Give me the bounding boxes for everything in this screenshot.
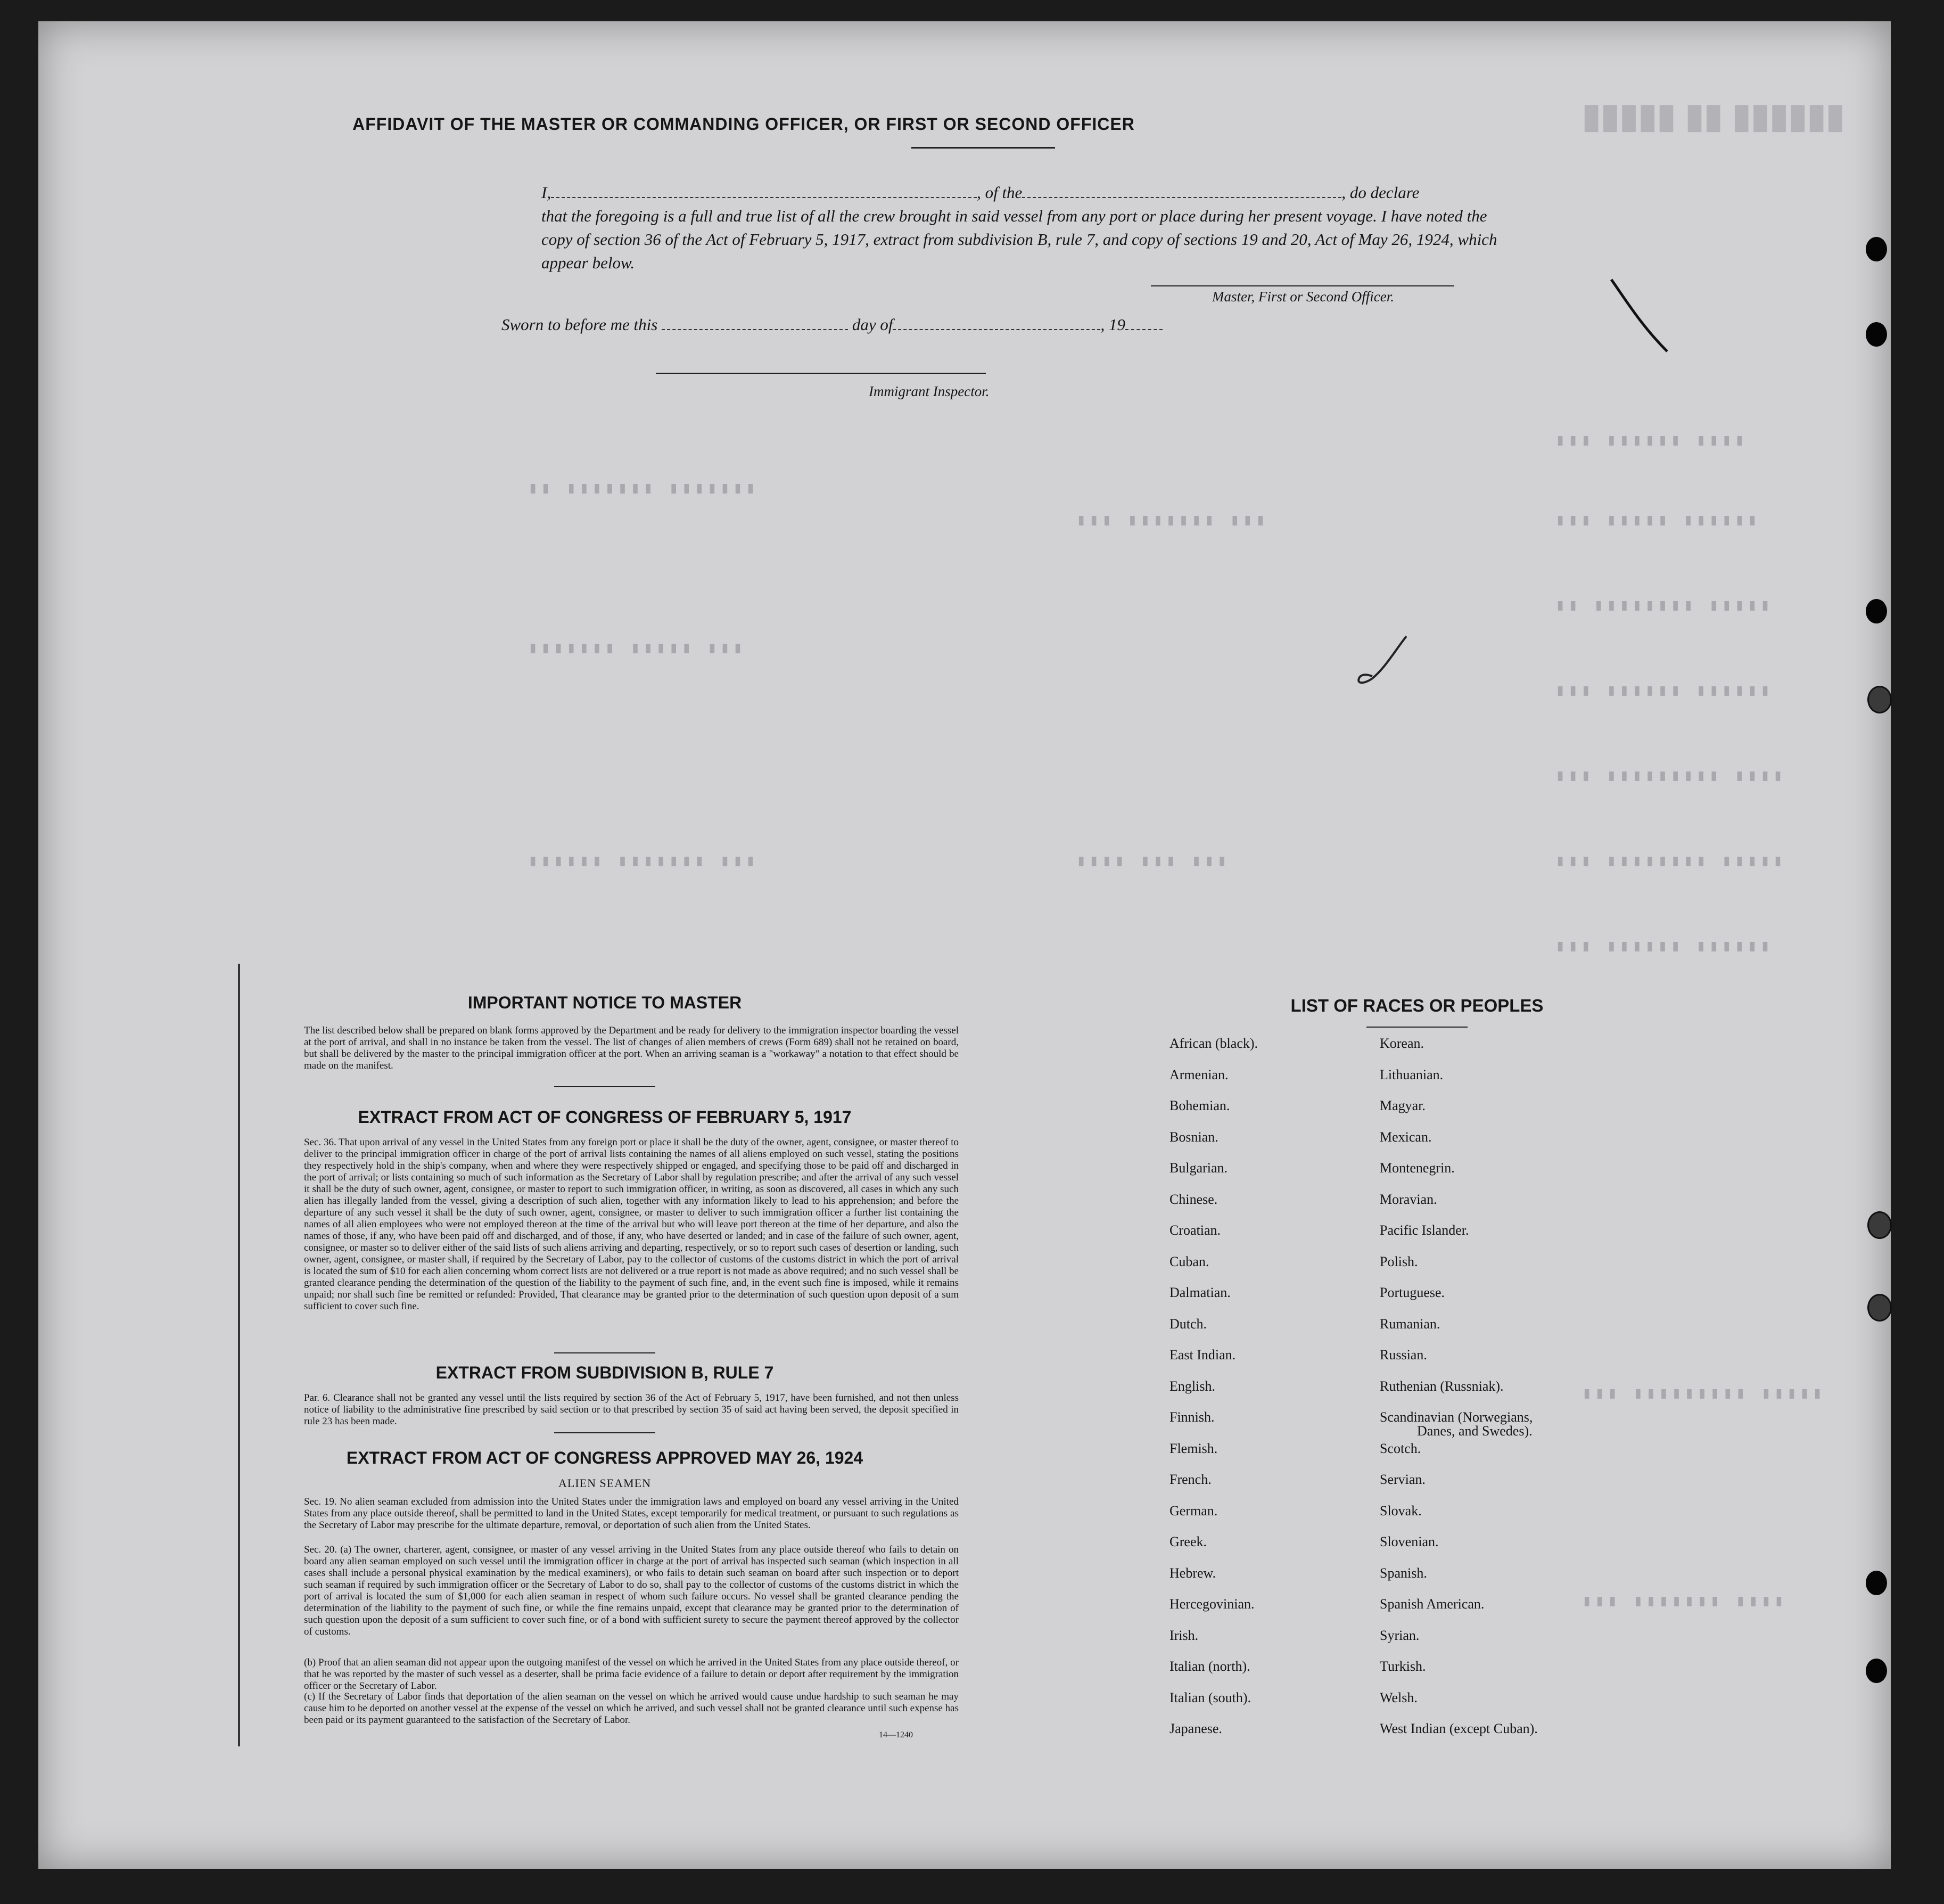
race-item: Servian. <box>1380 1472 1426 1487</box>
race-item: English. <box>1169 1378 1215 1394</box>
extract-rule7-text: Par. 6. Clearance shall not be granted any vessel until the lists required by section 36 of the Act of February 5, 1917, have been furnished, and not then unless notice of liability to the administrative fine prescribed by said section or to that prescribed by section 35 of said act having been served, the deposit specified in rule 23 has been made. <box>304 1392 959 1427</box>
race-item: Italian (south). <box>1169 1689 1251 1705</box>
race-item: Hebrew. <box>1169 1565 1216 1581</box>
race-item: African (black). <box>1169 1036 1258 1051</box>
punch-hole <box>1867 1211 1892 1239</box>
divider <box>554 1352 655 1353</box>
race-item: Syrian. <box>1380 1627 1420 1643</box>
race-item: Dutch. <box>1169 1316 1207 1332</box>
bleed-through-row: ▮▮▮ ▮▮▮▮▮▮▮▮ ▮▮▮▮▮ <box>1555 852 1786 870</box>
race-item: Spanish. <box>1380 1565 1427 1581</box>
notice-title: IMPORTANT NOTICE TO MASTER <box>467 993 742 1012</box>
bleed-through-title: ▮▮▮▮▮ ▮▮ ▮▮▮▮▮▮ <box>1582 102 1845 141</box>
affidavit-title: AFFIDAVIT OF THE MASTER OR COMMANDING OFFICER, OR FIRST OR SECOND OFFICER <box>352 114 1135 134</box>
race-item: Scandinavian (Norwegians, <box>1380 1409 1533 1425</box>
bleed-through-row: ▮▮▮ ▮▮▮▮▮▮▮▮▮ ▮▮▮▮ <box>1555 767 1786 785</box>
pen-stroke-mark <box>1609 277 1673 357</box>
race-item: Irish. <box>1169 1627 1199 1643</box>
race-item: Turkish. <box>1380 1659 1426 1674</box>
inspector-signature-label: Immigrant Inspector. <box>869 383 990 399</box>
form-code: 14—1240 <box>879 1730 913 1739</box>
race-item: Ruthenian (Russniak). <box>1380 1378 1504 1394</box>
punch-hole <box>1866 322 1887 347</box>
race-item: Danes, and Swedes). <box>1417 1423 1533 1439</box>
race-item: Finnish. <box>1169 1409 1215 1425</box>
extract-rule7-title: EXTRACT FROM SUBDIVISION B, RULE 7 <box>435 1363 774 1382</box>
extract-1924-title: EXTRACT FROM ACT OF CONGRESS APPROVED MAY 26, 1924 <box>346 1448 863 1467</box>
sworn-day-blank <box>662 315 848 330</box>
punch-hole <box>1866 1659 1887 1683</box>
race-item: East Indian. <box>1169 1347 1236 1363</box>
race-item: Slovenian. <box>1380 1534 1439 1549</box>
race-item: Greek. <box>1169 1534 1207 1549</box>
punch-hole <box>1866 1571 1887 1595</box>
race-item: Cuban. <box>1169 1253 1209 1269</box>
bleed-through-row: ▮▮ ▮▮▮▮▮▮▮ ▮▮▮▮▮▮▮ <box>528 479 759 497</box>
race-item: Magyar. <box>1380 1098 1426 1113</box>
race-item: Scotch. <box>1380 1440 1421 1456</box>
punch-hole <box>1867 686 1892 713</box>
race-item: Croatian. <box>1169 1222 1221 1238</box>
bleed-through-row: ▮▮▮ ▮▮▮▮▮▮ ▮▮▮▮▮▮ <box>1555 937 1773 955</box>
races-title-underline <box>1366 1027 1468 1028</box>
master-signature-line <box>1151 285 1454 286</box>
notice-text: The list described below shall be prepared on blank forms approved by the Department and be ready for delivery to the immigration inspector boarding the vessel at the port of arrival, and shall in no instance be taken from the vessel. The list of changes of alien members of crews (Form 689) shall not be retained on board, but shall be delivered by the master to the principal immigration officer at the port. When an arriving seaman is a "workaway" a notation to that effect should be made on the manifest. <box>304 1025 959 1071</box>
race-item: French. <box>1169 1472 1212 1487</box>
handwritten-mark <box>1348 628 1422 692</box>
race-item: Armenian. <box>1169 1066 1229 1082</box>
race-item: Spanish American. <box>1380 1596 1485 1612</box>
document-page <box>38 21 1891 1869</box>
race-item: Bulgarian. <box>1169 1160 1228 1176</box>
race-item: Polish. <box>1380 1253 1418 1269</box>
bleed-through-row: ▮▮▮▮ ▮▮▮ ▮▮▮ <box>1076 852 1230 870</box>
race-item: Chinese. <box>1169 1191 1218 1207</box>
sworn-line: Sworn to before me this day of , 19 <box>501 313 1481 337</box>
affidavit-statement <box>541 181 1521 275</box>
race-item: Moravian. <box>1380 1191 1437 1207</box>
bleed-through-row: ▮▮▮ ▮▮▮▮▮▮▮ ▮▮▮▮ <box>1582 1592 1787 1610</box>
race-item: Bohemian. <box>1169 1098 1230 1113</box>
inspector-signature-line <box>656 373 986 374</box>
bleed-through-row: ▮▮▮ ▮▮▮▮▮ ▮▮▮▮▮▮ <box>1555 511 1760 529</box>
race-item: German. <box>1169 1503 1218 1519</box>
race-item: Slovak. <box>1380 1503 1422 1519</box>
race-item: Pacific Islander. <box>1380 1222 1469 1238</box>
bleed-through-row: ▮▮▮ ▮▮▮▮▮▮ ▮▮▮▮ <box>1555 431 1748 449</box>
race-item: Korean. <box>1380 1036 1424 1051</box>
sworn-year-blank <box>1125 315 1163 330</box>
sec20c-text: (c) If the Secretary of Labor finds that deportation of the alien seaman on the vessel on which he arrived would cause undue hardship to such seaman he may cause him to be deported on another vessel at the expense of the vessel on which he arrived, and such vessel shall not be granted clearance until such expense has been paid or its payment guaranteed to the satisfaction of the Secretary of Labor. <box>304 1691 959 1726</box>
race-item: Flemish. <box>1169 1440 1218 1456</box>
bleed-through-row: ▮▮▮▮▮▮▮ ▮▮▮▮▮ ▮▮▮ <box>528 639 746 657</box>
extract-1917-title: EXTRACT FROM ACT OF CONGRESS OF FEBRUARY 5, 1917 <box>358 1107 852 1127</box>
bleed-through-row: ▮▮▮ ▮▮▮▮▮▮ ▮▮▮▮▮▮ <box>1555 682 1773 700</box>
divider <box>554 1086 655 1087</box>
sec20b-text: (b) Proof that an alien seaman did not appear upon the outgoing manifest of the vessel on which he arrived in the United States from any place outside thereof, or that he was reported by the master of such vessel as a deserter, shall be prima facie evidence of a failure to detain or deport after requirement by the immigration officer or the Secretary of Labor. <box>304 1657 959 1692</box>
name-blank <box>551 183 977 198</box>
race-item: Welsh. <box>1380 1689 1418 1705</box>
affidavit-body: that the foregoing is a full and true list of all the crew brought in said vessel from any port or place during her present voyage. I have noted the copy of section 36 of the Act of February 5, 1917, extract from subdivision B, rule 7, and copy of sections 19 and 20, Act of May 26, 1924, which appear below. <box>541 207 1497 272</box>
race-item: Montenegrin. <box>1380 1160 1455 1176</box>
race-item: Dalmatian. <box>1169 1285 1231 1300</box>
bleed-through-row: ▮▮ ▮▮▮▮▮▮▮▮ ▮▮▮▮▮ <box>1555 596 1773 614</box>
punch-hole <box>1866 237 1887 261</box>
race-item: Mexican. <box>1380 1129 1432 1145</box>
bleed-through-row: ▮▮▮ ▮▮▮▮▮▮▮ ▮▮▮ <box>1076 511 1268 529</box>
sec19-text: Sec. 19. No alien seaman excluded from admission into the United States under the immigration laws and employed on board any vessel arriving in the United States from any place outside thereof, shall be permitted to land in the United States, except temporarily for medical treatment, or pursuant to such regulations as the Secretary of Labor may prescribe for the ultimate departure, removal, or deportation of such alien from the United States. <box>304 1496 959 1531</box>
sec20a-text: Sec. 20. (a) The owner, charterer, agent, consignee, or master of any vessel arriving in the United States from any place outside thereof who fails to detain on board any alien seaman employed on such vessel until the immigration officer in charge at the port of arrival has inspected such seaman (which inspection in all cases shall include a personal physical examination by the medical examiners), or who fails to detain such seaman on board after such inspection or to deport such seaman if required by such immigration officer or the Secretary of Labor to do so, shall pay to the collector of customs of the customs district in which the port of arrival is located the sum of $1,000 for each alien seaman in respect of whom such failure occurs. No vessel shall be granted clearance pending the determination of the liability to the payment of such fine, or while the fine remains unpaid, except that clearance may be granted prior to the determination of such question upon the deposit of a sum sufficient to cover such fine, or of a bond with sufficient surety to secure the payment thereof approved by the collector of customs. <box>304 1544 959 1637</box>
race-item: Italian (north). <box>1169 1659 1250 1674</box>
extract-1917-text: Sec. 36. That upon arrival of any vessel in the United States from any foreign port or place it shall be the duty of the owner, agent, consignee, or master thereof to deliver to the principal immigration officer in charge of the port of arrival lists containing the names of all aliens employed on such vessel, stating the positions they respectively hold in the ship's company, when and where they were respectively shipped or engaged, and specifying those to be paid off and discharged in the port of arrival; or lists containing so much of such information as the Secretary of Labor shall by regulation prescribe; and after the arrival of any such vessel it shall be the duty of such owner, agent, consignee, or master to report to such immigration officer, in writing, as soon as discovered, all cases in which any such alien has illegally landed from the vessel, giving a description of such alien, together with any information likely to lead to his apprehension; and before the departure of any such vessel it shall be the duty of such owner, agent, consignee, or master to deliver to such immigration officer a further list containing the names of all alien employees who were not employed thereon at the time of the arrival but who will leave port thereon at the time of her departure, and also the names of those, if any, who have been paid off and discharged, and of those, if any, who have deserted or landed; and in case of the failure of such owner, agent, consignee, or master so to deliver either of the said lists of such aliens arriving and departing, respectively, or so to report such cases of desertion or landing, such owner, agent, consignee, or master shall, if required by the Secretary of Labor, pay to the collector of customs of the customs district in which the port of arrival is located the sum of $10 for each alien concerning whom correct lists are not delivered or a true report is not made as above required; and no such vessel shall be granted clearance pending the determination of the question of the liability to the payment of such fine, and, in the event such fine is imposed, while it remains unpaid; nor shall such fine be remitted or refunded: Provided, That clearance may be granted prior to the determination of such question upon deposit of a sum sufficient to cover such fine. <box>304 1137 959 1312</box>
race-item: Japanese. <box>1169 1721 1222 1736</box>
vessel-blank <box>1022 183 1341 198</box>
declaration-line: I, , of the , do declare <box>541 183 1420 202</box>
race-item: Bosnian. <box>1169 1129 1218 1145</box>
punch-hole <box>1866 599 1887 623</box>
alien-seamen-subtitle: ALIEN SEAMEN <box>558 1476 651 1490</box>
title-underline <box>911 147 1055 149</box>
race-item: Lithuanian. <box>1380 1066 1444 1082</box>
race-item: Portuguese. <box>1380 1285 1445 1300</box>
master-signature-label: Master, First or Second Officer. <box>1212 289 1394 305</box>
sworn-month-blank <box>893 315 1100 330</box>
bleed-through-row: ▮▮▮▮▮▮ ▮▮▮▮▮▮▮ ▮▮▮ <box>528 852 759 870</box>
races-title: LIST OF RACES OR PEOPLES <box>1290 996 1544 1015</box>
race-item: Hercegovinian. <box>1169 1596 1255 1612</box>
race-item: West Indian (except Cuban). <box>1380 1721 1538 1736</box>
bleed-through-row: ▮▮▮ ▮▮▮▮▮▮▮▮▮ ▮▮▮▮▮ <box>1582 1384 1826 1402</box>
race-item: Rumanian. <box>1380 1316 1440 1332</box>
legal-notice-panel <box>238 964 969 1746</box>
punch-hole <box>1867 1294 1892 1322</box>
divider <box>554 1432 655 1433</box>
race-item: Russian. <box>1380 1347 1427 1363</box>
